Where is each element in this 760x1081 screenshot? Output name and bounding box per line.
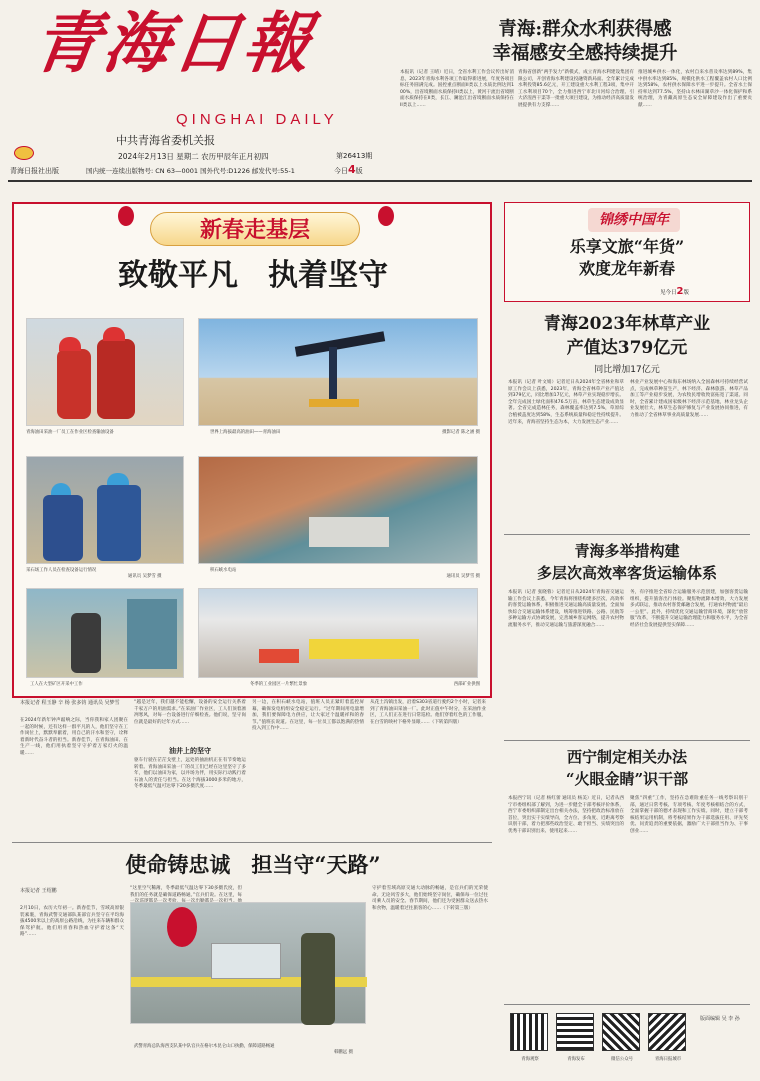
- photo-caption-6: 冬季的工业园区一片繁忙景象: [250, 682, 308, 687]
- masthead-org: 中共青海省委机关报: [116, 134, 215, 147]
- masthead-pages: 今日4版: [334, 163, 363, 176]
- right-banner-label: 锦绣中国年: [588, 208, 680, 232]
- photo-oil-workers: [26, 318, 184, 426]
- transport-headline: 青海多举措构建 多层次高效率客货运输体系: [536, 542, 717, 582]
- transport-body-col1: 本报讯（记者 张晓蓉）记者近日从2024年青海省交通运输工作会议上获悉，今年青海将围绕构建多层次、高效率的客货运输体系，积极推进交通运输高质量发展。全面加快综合交通运输体系建设，统筹推进铁路、公路、民航等多种运输方式协调发展，完善城乡客运网络，提升农村物流服务水平，推动交通运输与旅游深度融合……: [508, 590, 624, 628]
- road-body-col3: 守护着雪域高原交通大动脉的畅通，是官兵们的光荣使命。无论风雪多大，他们始终坚守岗位，确保每一位过往司乘人员的安全。春节期间，他们还为受困群众送去热水和食物，温暖着过往旅客的心……（下转第三版）: [372, 886, 488, 911]
- photo-caption-4: 积石峡水电站: [210, 568, 237, 573]
- top-story-headline: 青海:群众水利获得感 幸福感安全感持续提升: [492, 19, 678, 64]
- right-banner-pointer: 见今日2版: [660, 286, 689, 297]
- feature-subhead: 油井上的坚守: [169, 746, 211, 755]
- photo-oil-pump: [198, 318, 478, 426]
- forest-subhead: 同比增加17亿元: [594, 365, 660, 375]
- masthead-date: 2024年2月13日 星期二 农历甲辰年正月初四: [118, 152, 269, 161]
- qr-code-1[interactable]: [510, 1013, 548, 1051]
- photo-winter-industry: [198, 588, 478, 678]
- photo-caption-3: 采石场工作人员在检查设备运行情况: [26, 568, 97, 573]
- masthead-press: 青海日报社出版: [10, 167, 59, 175]
- top-story-col3: 推进城乡供水一体化，农村自来水普及率达到89%，集中供水率达到85%，规模化供水工程覆盖农村人口比例达到58%，农村供水保障水平进一步提升。全省水土保持率达到77.5%，坚持山水林田湖草沙一体化保护和系统治理，为青藏高原生态安全屏障建设作出了重要贡献……: [638, 70, 752, 108]
- forest-body-col1: 本报讯（记者 叶文娟）记者近日从2024年全省林业和草原工作会议上获悉，2023年，青海全省林草产业产值达到379亿元，同比增加17亿元，林草产业实现稳步增长。全年完成国土绿化面积476.5万亩，林草生态建设成效显著。全省完成造林任务，森林覆盖率达到7.5%，草原综合植被盖度达到58%，生态系统质量和稳定性持续提升。近年来，青海省坚持生态为本，大力发展生态产业……: [508, 380, 624, 425]
- qr-label-3: 微信公众号: [611, 1057, 633, 1062]
- footer-editor: 版面编辑 吴 李 孙: [700, 1016, 740, 1022]
- road-body-col1: 2月10日，农历大年初一。新春佳节，雪域高原银装素裹，青海武警交通部队某部官兵坚守在平均海拔4500米以上的高原公路沿线，为往来车辆和群众保驾护航。他们用青春和热血守护着这条“天路”……: [20, 906, 124, 938]
- footer-qr-strip: [504, 1004, 750, 1074]
- qr-code-3[interactable]: [602, 1013, 640, 1051]
- top-story-col1: 本报讯（记者 王晴）近日，全省水利工作会议传出好消息，2023年青海水利各项工作取得新进展，年度各项目标任务圆满完成。国控重点断面II类以上水质比例达到100%，出省境断面水质保持II类以上，黄河干流出省境断面水质保持在II类，长江、澜沧江出省境断面水质保持在II类以上……: [400, 70, 514, 108]
- road-rule: [12, 842, 492, 843]
- feature-body-col3: 另一边，在积石峡水电站，值班人员正紧盯着监控屏幕，确保发电机组安全稳定运行。“过年期间用电量增加，我们要保障电力供应，让大家过个温暖祥和的春节。”值班长说道。在这里，每一位员工都以饱满的热情投入到工作中……: [252, 700, 364, 732]
- photo-credit-1: 摄影记者 陈之涵 摄: [442, 430, 480, 435]
- photo-credit-3: 通讯员 吴梦雪 摄: [446, 574, 480, 579]
- road-headline: 使命铸忠诚 担当守“天路”: [125, 852, 381, 877]
- forest-headline: 青海2023年林草产业 产值达379亿元: [543, 314, 711, 358]
- masthead-pinyin: QINGHAI DAILY: [176, 111, 338, 128]
- forest-body-col2: 林业产业发展中心和海东林场纳入全国森林可持续经营试点，完成林草种苗生产，林下经济、森林旅游、林草产品加工等产业稳步发展，为农牧民增收致富拓宽了渠道。同时，全省累计建成国家级林下经济示范基地，林业龙头企业发展壮大，林草生态保护修复与产业发展协同推进，有力推动了全省林草事业高质量发展……: [630, 380, 748, 418]
- feature-body-col2b: 驱车行驶在茫茫戈壁上，远处的抽油机正在有节奏地运转着。青海油田采油一厂的员工们已经在这里坚守了多年，他们以油田为家，以井场为伴，用实际行动践行着石油人的责任与担当。在这个海拔3000多米的地方，冬季最低气温可达零下20多摄氏度……: [134, 758, 246, 790]
- qr-label-2: 青海发布: [567, 1057, 585, 1062]
- masthead-cn: 国内统一连续出版物号: CN 63—0001 国外代号:D1226 邮发代号:55-1: [86, 167, 295, 175]
- transport-body-col2: 务，有序推进全省综合运输服务示范创建，加强客货运输组织，提升旅客出行体验。聚焦物流降本增效，大力发展多式联运，推动农村客货邮融合发展，打通农村物流“最后一公里”。此外，持续优化交通运输营商环境，深化“放管服”改革，不断提升交通运输治理能力和服务水平，为全省经济社会发展提供坚实保障……: [630, 590, 748, 628]
- masthead-issue: 第26413期: [336, 152, 373, 160]
- photo-hydro-dam: [198, 456, 478, 564]
- right-banner-headline: 乐享文旅“年货” 欢度龙年新春: [569, 237, 685, 278]
- photo-credit-4: 西部矿业供图: [453, 682, 480, 687]
- qr-code-4[interactable]: [648, 1013, 686, 1051]
- lantern-right-icon: [378, 206, 394, 226]
- road-byline: 本报记者 王绍鹏: [20, 888, 57, 894]
- top-story-col2: 青海省创新“两手发力”新模式，成立青海水利建设集团有限公司，开创青海水利建设投融资新局面。全年累计完成水利投资85.6亿元，开工建设重大水利工程3项，集中开工水利项目70个，全力推进西宁市北川河综合治理、引大济湟西干渠等一批重大项目建设，为推动经济高质量发展提供有力支撑……: [518, 70, 634, 108]
- road-photo-credit: 韩鹏远 摄: [334, 1050, 353, 1055]
- photo-mine-worker: [26, 588, 184, 678]
- photo-road-soldier: [130, 902, 366, 1024]
- feature-body-col2: “越是过年，我们越不能松懈，设备的安全运行关系着千家万户的用油需求。”在采油厂作业区，工人们顶着凛冽寒风，对每一台设备进行仔细检查。他们说，坚守岗位就是最好的过年方式……: [134, 700, 246, 725]
- qr-label-4: 青海日报城市: [654, 1057, 682, 1062]
- feature-headline: 致敬平凡 执着坚守: [118, 258, 388, 293]
- transport-rule: [504, 534, 750, 535]
- photo-quarry-workers: [26, 456, 184, 564]
- photo-credit-2: 通讯员 吴梦雪 摄: [128, 574, 162, 579]
- lantern-left-icon: [118, 206, 134, 226]
- feature-body-col1: 在2024年新年钟声敲响之际，当你我和家人团聚在一起的时候，还有这样一群平凡的人，他们坚守在工作岗位上，默默奉献着，用自己的汗水和坚守，诠释着新时代奋斗者的担当。新春佳节，在青海油田、在生产一线，他们用执着坚守守护着万家灯火的温暖……: [20, 718, 128, 756]
- photo-caption-5: 工人在大型矿区开采中工作: [30, 682, 83, 687]
- qr-label-1: 青海观察: [521, 1057, 539, 1062]
- feature-byline: 本报记者 程玉静 辛 杨 张多钧 通讯员 吴梦雪: [20, 700, 120, 706]
- xining-body-col2: 聚焦“四重”工作，坚持在急难险重任务一线考察识别干部，通过日常考核、专项考核、年度考核相结合的方式，全面掌握干部的德才表现和工作实绩。同时，建立干部考核结果运用机制，将考核结果作为干部选拔任用、评先奖优、问责追责的重要依据，激励广大干部担当作为、干事创业……: [630, 796, 748, 834]
- qr-code-2[interactable]: [556, 1013, 594, 1051]
- xining-body-col1: 本报西宁讯（记者 杨红蕾 通讯员 杨美）近日，记者从西宁市委组织部了解到，为进一步健全干部考核评价体系，西宁市委组织部制定出台相关办法，坚持把政治标准放在首位，突出实干实绩导向，全方位、多角度、近距离考察识别干部，着力把那些政治坚定、敢于担当、实绩突出的优秀干部识别出来、使用起来……: [508, 796, 624, 834]
- feature-banner: 新春走基层: [150, 212, 360, 246]
- xining-rule: [504, 740, 750, 741]
- feature-body-col4: 从花土沟镇出发，沿着S303省道行驶约2个小时，记者来到了青海油田采油一厂。此时正值中午时分，在采油作业区，工人们正在进行日常巡检。他们穿着红色的工作服，在白雪的映衬下格外显眼……（下转第四版）: [370, 700, 486, 725]
- masthead-rule: [8, 180, 752, 182]
- xining-headline: 西宁制定相关办法 “火眼金睛”识干部: [565, 748, 689, 788]
- photo-caption-1: 青海油田采油一厂员工在作业区检查输油设备: [26, 430, 114, 435]
- press-logo: [14, 146, 34, 160]
- masthead-title: 青海日報: [28, 4, 320, 82]
- photo-caption-2: 世界上海拔最高的油田——青海油田: [210, 430, 281, 435]
- road-body-col2: “这里空气稀薄，冬季最低气温达零下30多摄氏度，但我们的任务就是确保道路畅通。”官兵们说。在这里，每: [130, 886, 242, 898]
- road-photo-caption: 武警青海总队海西支队某中队官兵在格尔木昆仑山口执勤，保障道路畅通: [134, 1044, 275, 1049]
